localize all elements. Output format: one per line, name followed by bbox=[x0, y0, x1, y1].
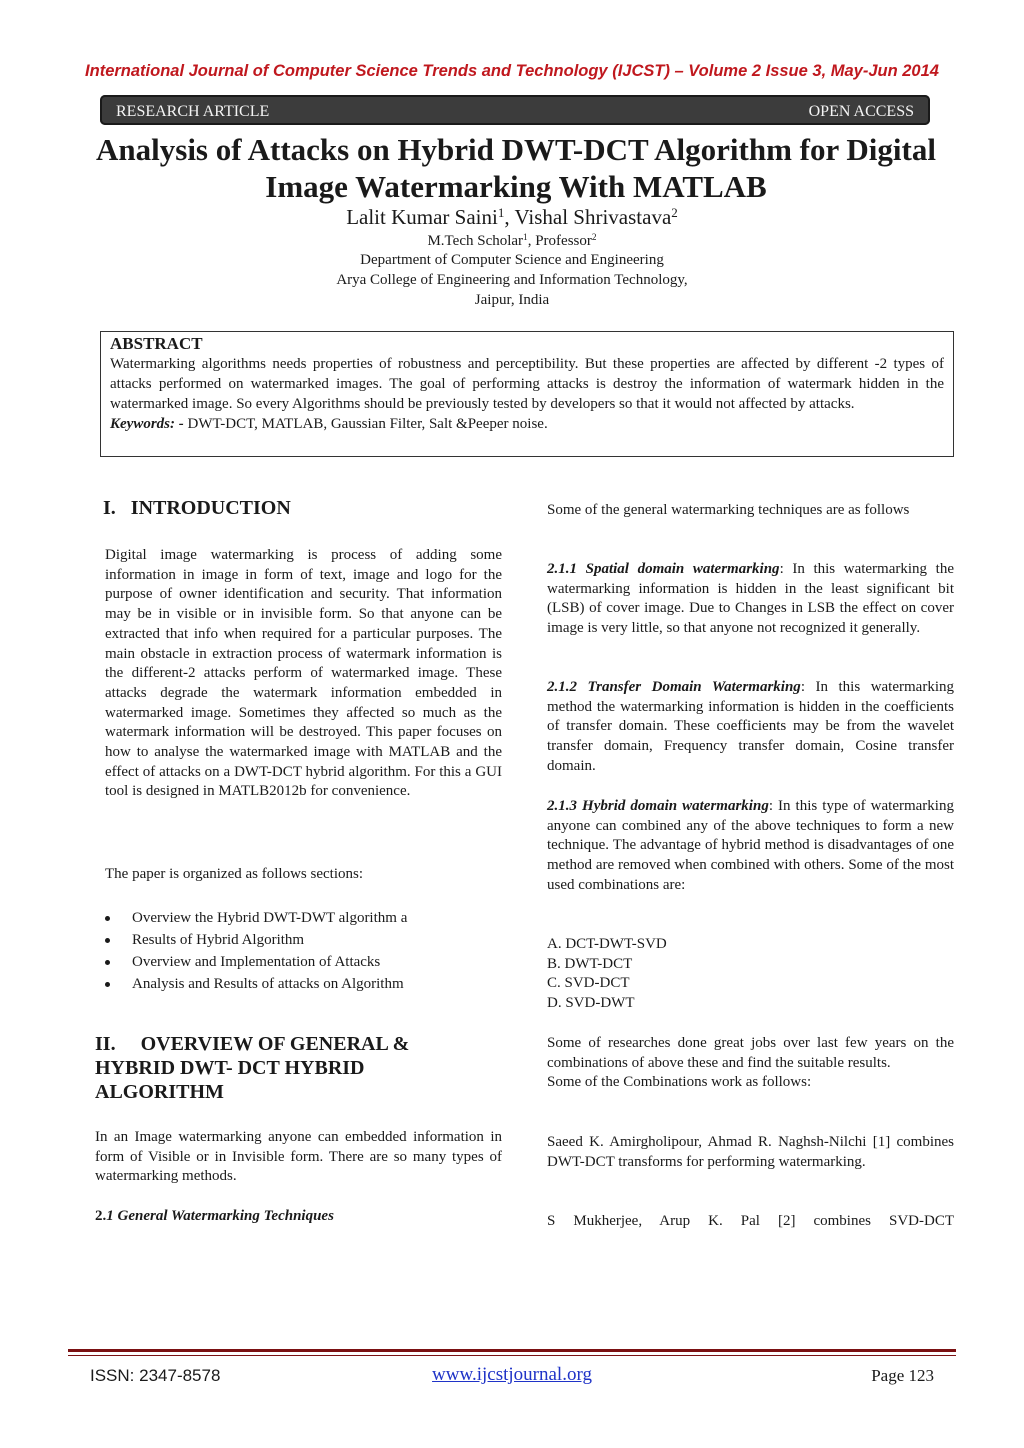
keywords-text: DWT-DCT, MATLAB, Gaussian Filter, Salt &Peeper noise. bbox=[183, 416, 548, 432]
keywords-line bbox=[110, 414, 944, 434]
list-item: Overview the Hybrid DWT-DWT algorithm a bbox=[105, 907, 505, 929]
role-1-sup: 1 bbox=[523, 232, 528, 243]
list-item: A. DCT-DWT-SVD bbox=[547, 936, 667, 952]
transfer-domain-label: 2.1.2 Transfer Domain Watermarking bbox=[547, 679, 801, 695]
paper-title bbox=[60, 131, 972, 205]
author-list bbox=[0, 205, 1024, 230]
author-separator: , bbox=[504, 205, 515, 229]
transfer-domain-paragraph: 2.1.2 Transfer Domain Watermarking: In this watermarking method the watermarking information is hidden in the coefficients of transfer domain. These coefficients may be from the wavelet transfer domain, Frequency transfer domain, Cosine transfer domain. bbox=[547, 679, 954, 774]
role-2-sup: 2 bbox=[591, 232, 597, 243]
page-number: Page 123 bbox=[871, 1366, 934, 1385]
journal-header: International Journal of Computer Science Trends and Technology (IJCST) – Volume 2 Issue 3, May-Jun 2014 bbox=[85, 62, 939, 80]
author-1: Lalit Kumar Saini bbox=[346, 205, 498, 229]
bullet-icon bbox=[105, 960, 110, 965]
research-article-label: RESEARCH ARTICLE bbox=[116, 103, 270, 120]
introduction-paragraph bbox=[105, 546, 502, 802]
bullet-icon bbox=[105, 982, 110, 987]
reference-2-paragraph: S Mukherjee, Arup K. Pal [2] combines SVD-DCT bbox=[547, 1213, 954, 1229]
open-access-label: OPEN ACCESS bbox=[808, 103, 914, 120]
article-type-bar bbox=[100, 95, 930, 125]
role-separator: , bbox=[527, 233, 536, 249]
list-item: Overview and Implementation of Attacks bbox=[105, 951, 505, 973]
combinations-list bbox=[547, 935, 954, 1014]
issn: ISSN: 2347-8578 bbox=[90, 1366, 221, 1385]
list-item: B. DWT-DCT bbox=[547, 955, 633, 972]
author-1-sup: 1 bbox=[497, 204, 505, 220]
city: Jaipur, India bbox=[474, 292, 550, 308]
organization-intro: The paper is organized as follows sections: bbox=[105, 866, 363, 882]
author-roles bbox=[0, 233, 1024, 250]
author-2-sup: 2 bbox=[671, 204, 678, 220]
list-item: C. SVD-DCT bbox=[547, 975, 630, 992]
techniques-intro: Some of the general watermarking techniques are as follows bbox=[547, 502, 910, 518]
spatial-domain-paragraph: 2.1.1 Spatial domain watermarking: In this watermarking the watermarking information is hidden in the least significant bit (LSB) of cover image. Due to Changes in LSB the effect on cover image is very little, so that anyone not recognized it generally. bbox=[547, 561, 954, 637]
journal-website-link[interactable]: www.ijcstjournal.org bbox=[432, 1364, 592, 1385]
bullet-icon bbox=[105, 938, 110, 943]
role-1: M.Tech Scholar bbox=[427, 233, 524, 249]
footer-rule-thin bbox=[68, 1355, 956, 1356]
list-item: Analysis and Results of attacks on Algorithm bbox=[105, 973, 505, 995]
abstract-heading: ABSTRACT bbox=[110, 334, 203, 353]
footer-rule-thick bbox=[68, 1349, 956, 1352]
hybrid-domain-paragraph: 2.1.3 Hybrid domain watermarking: In this type of watermarking anyone can combined any of the above techniques to form a new technique. The advantage of hybrid method is disadvantages of one method are removed when combined with others. Some of the most used combinations are: bbox=[547, 798, 954, 893]
reference-1-paragraph: Saeed K. Amirgholipour, Ahmad R. Naghsh-Nilchi [1] combines DWT-DCT transforms for performing watermarking. bbox=[547, 1134, 954, 1170]
title-line-1: Analysis of Attacks on Hybrid DWT-DCT Algorithm for Digital bbox=[96, 132, 936, 167]
abstract-text: Watermarking algorithms needs properties of robustness and perceptibility. But these properties are affected by different -2 types of attacks performed on watermarked images. The goal of performing attacks is destroy the information of watermark hidden in the watermarked image. So every Algorithms should be previously tested by developers so that it would not affected by attacks. bbox=[110, 356, 944, 412]
bullet-icon bbox=[105, 916, 110, 921]
role-2: Professor bbox=[535, 233, 592, 249]
hybrid-domain-label: 2.1.3 Hybrid domain watermarking bbox=[547, 798, 769, 814]
list-item: Results of Hybrid Algorithm bbox=[105, 929, 505, 951]
overview-paragraph: In an Image watermarking anyone can embedded information in form of Visible or in Invisible form. There are so many types of watermarking methods. bbox=[95, 1129, 502, 1185]
intro-text: Digital image watermarking is process of adding some information in image in form of text, image and logo for the purpose of owner identification and security. That information may be in visible or in invisible form. So that anyone can be extracted that info when required for a particular purposes. The main obstacle in extraction process of watermark information is the different-2 attacks perform of watermarked image. These attacks degrade the watermark information embedded in watermarked image. Sometimes they affected so much as the watermark information will be destroyed. This paper focuses on how to analyse the watermarked image with MATLAB and the effect of attacks on a DWT-DCT hybrid algorithm. For this a GUI tool is designed in MATLB2012b for convenience. bbox=[105, 547, 502, 800]
spatial-domain-label: 2.1.1 Spatial domain watermarking bbox=[547, 561, 780, 577]
section-1-heading: I. INTRODUCTION bbox=[103, 497, 291, 519]
department: Department of Computer Science and Engineering bbox=[360, 252, 664, 268]
college: Arya College of Engineering and Information Technology, bbox=[336, 272, 688, 288]
sections-list bbox=[105, 907, 505, 995]
abstract-box bbox=[100, 331, 954, 457]
subsection-2-1-heading: 2.1 General Watermarking Techniques bbox=[95, 1208, 334, 1224]
title-line-2: Image Watermarking With MATLAB bbox=[265, 169, 767, 204]
keywords-label: Keywords: - bbox=[110, 416, 184, 432]
research-paragraph: Some of researches done great jobs over last few years on the combinations of above these and find the suitable results. Some of the Combinations work as follows: bbox=[547, 1035, 954, 1091]
list-item: D. SVD-DWT bbox=[547, 995, 635, 1012]
author-2: Vishal Shrivastava bbox=[514, 205, 672, 229]
section-2-heading: II. OVERVIEW OF GENERAL & HYBRID DWT- DCT HYBRID ALGORITHM bbox=[95, 1033, 410, 1103]
